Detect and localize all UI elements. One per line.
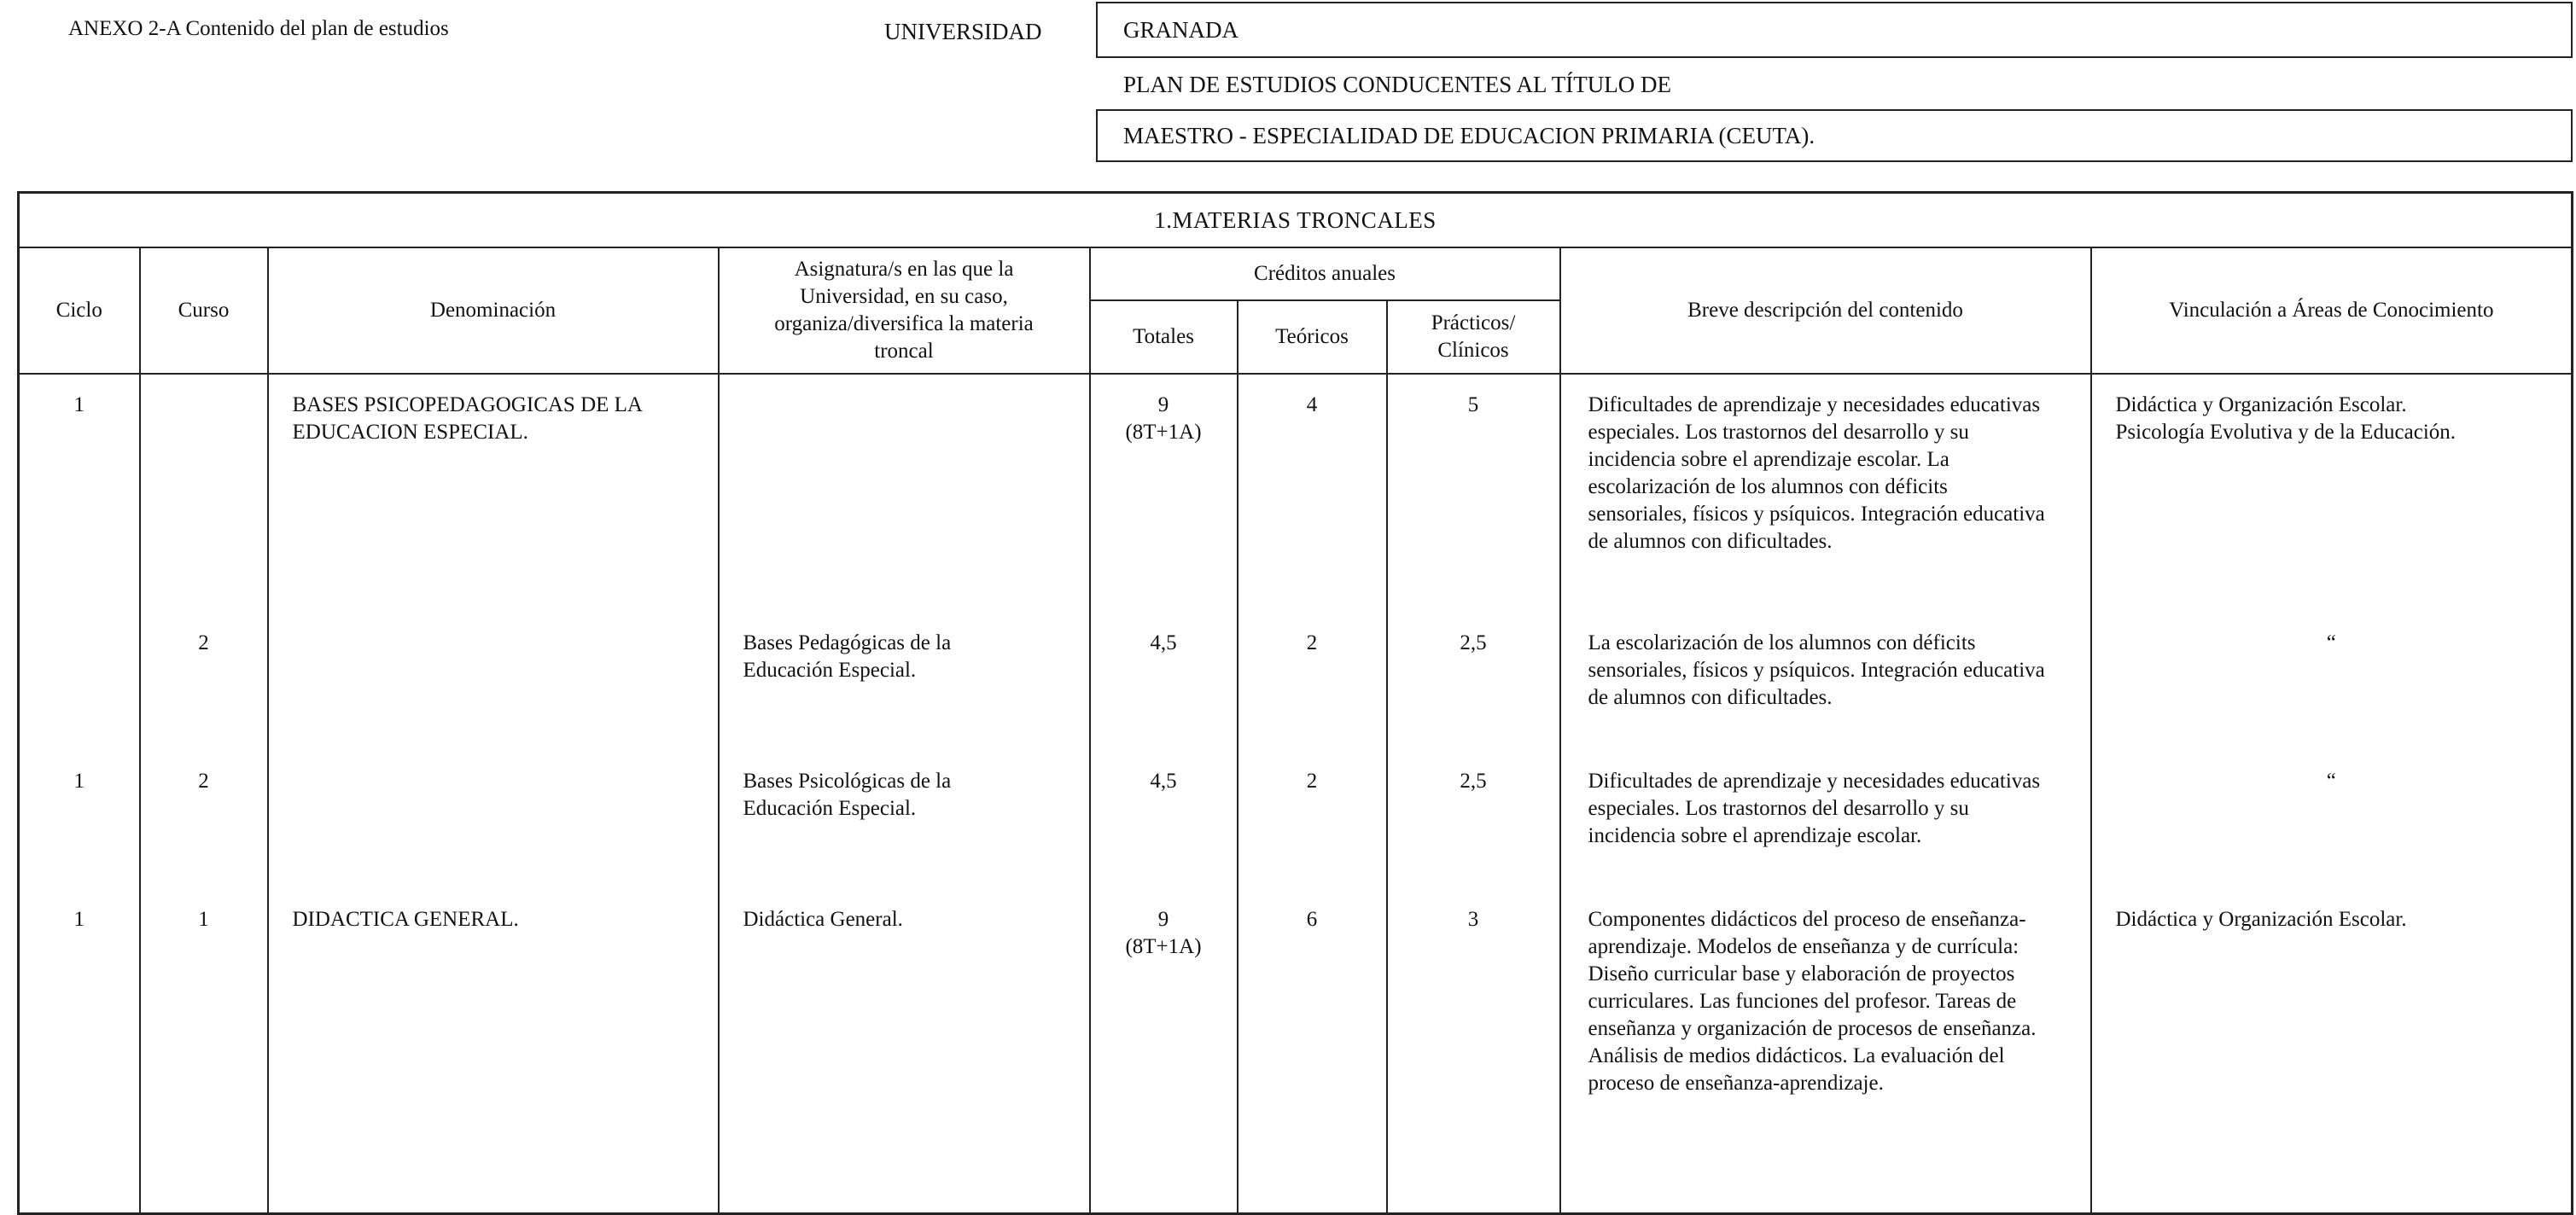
cell-ciclo: 1 [19, 374, 140, 613]
cell-denominacion [268, 751, 719, 889]
cell-descripcion: Dificultades de aprendizaje y necesidades educativas especiales. Los trastornos del desarrollo y su incidencia sobre el aprendizaje escolar. [1560, 751, 2091, 889]
header-row-1 [19, 247, 2573, 300]
plan-label: PLAN DE ESTUDIOS CONDUCENTES AL TÍTULO DE [1123, 72, 1671, 97]
cell-totales [1090, 613, 1238, 751]
cell-ciclo [19, 613, 140, 751]
cell-asignatura [719, 374, 1090, 613]
area-ditto: “ [2326, 631, 2336, 654]
cell-teoricos: 2 [1238, 751, 1387, 889]
cell-areas [2091, 751, 2573, 889]
university-label: UNIVERSIDAD [884, 19, 1042, 44]
degree-field [1096, 109, 2573, 162]
cell-ciclo: 1 [19, 751, 140, 889]
col-teoricos: Teóricos [1238, 300, 1387, 374]
cell-practicos: 2,5 [1387, 613, 1560, 751]
table-row [19, 374, 2573, 613]
cell-areas [2091, 613, 2573, 751]
cell-totales [1090, 374, 1238, 613]
col-creditos: Créditos anuales [1090, 247, 1560, 300]
cell-denominacion: BASES PSICOPEDAGOGICAS DE LA EDUCACION ESPECIAL. [268, 374, 719, 613]
cell-denominacion: DIDACTICA GENERAL. [268, 889, 719, 1213]
totales-sub: (8T+1A) [1125, 421, 1202, 444]
cell-asignatura: Bases Psicológicas de la Educación Especial. [719, 751, 1090, 889]
area-line-1: Didáctica y Organización Escolar. [2115, 393, 2407, 416]
cell-ciclo: 1 [19, 889, 140, 1213]
totales-value: 4,5 [1150, 631, 1177, 654]
col-curso: Curso [140, 247, 268, 374]
troncales-table [17, 191, 2573, 1215]
annex-title: ANEXO 2-A Contenido del plan de estudios [68, 17, 449, 40]
cell-practicos: 2,5 [1387, 751, 1560, 889]
totales-value: 9 [1157, 908, 1169, 931]
col-areas: Vinculación a Áreas de Conocimiento [2091, 247, 2573, 374]
degree-value: MAESTRO - ESPECIALIDAD DE EDUCACION PRIMARIA (CEUTA). [1123, 122, 1815, 148]
table-row [19, 751, 2573, 889]
university-value: GRANADA [1123, 16, 1238, 43]
col-descripcion: Breve descripción del contenido [1560, 247, 2091, 374]
col-totales: Totales [1090, 300, 1238, 374]
cell-asignatura: Bases Pedagógicas de la Educación Especial. [719, 613, 1090, 751]
cell-curso: 2 [140, 613, 268, 751]
cell-curso: 2 [140, 751, 268, 889]
col-practicos: Prácticos/ Clínicos [1387, 300, 1560, 374]
table-row [19, 889, 2573, 1213]
cell-descripcion: Componentes didácticos del proceso de enseñanza-aprendizaje. Modelos de enseñanza y de currícula: Diseño curricular base y elaboración de proyectos curriculares. Las funciones del profesor. Tareas de enseñanza y organización de procesos de enseñanza. Análisis de medios didácticos. La evaluación del proceso de enseñanza-aprendizaje. [1560, 889, 2091, 1213]
cell-asignatura: Didáctica General. [719, 889, 1090, 1213]
cell-areas [2091, 889, 2573, 1213]
col-asignatura: Asignatura/s en las que la Universidad, en su caso, organiza/diversifica la materia troncal [719, 247, 1090, 374]
cell-practicos: 3 [1387, 889, 1560, 1213]
totales-value: 9 [1157, 393, 1169, 416]
cell-teoricos: 2 [1238, 613, 1387, 751]
cell-teoricos: 4 [1238, 374, 1387, 613]
cell-curso [140, 374, 268, 613]
area-ditto: “ [2326, 770, 2336, 793]
cell-teoricos: 6 [1238, 889, 1387, 1213]
totales-value: 4,5 [1150, 770, 1177, 793]
university-field [1096, 2, 2573, 58]
table-row [19, 613, 2573, 751]
col-ciclo: Ciclo [19, 247, 140, 374]
cell-denominacion [268, 613, 719, 751]
cell-areas [2091, 374, 2573, 613]
col-denominacion: Denominación [268, 247, 719, 374]
section-title: 1.MATERIAS TRONCALES [19, 193, 2573, 248]
cell-descripcion: La escolarización de los alumnos con déficits sensoriales, físicos y psíquicos. Integración educativa de alumnos con dificultades. [1560, 613, 2091, 751]
cell-descripcion: Dificultades de aprendizaje y necesidades educativas especiales. Los trastornos del desarrollo y su incidencia sobre el aprendizaje escolar. La escolarización de los alumnos con déficits sensoriales, físicos y psíquicos. Integración educativa de alumnos con dificultades. [1560, 374, 2091, 613]
totales-sub: (8T+1A) [1125, 935, 1202, 958]
cell-practicos: 5 [1387, 374, 1560, 613]
section-title-row [19, 193, 2573, 248]
area-line-1: Didáctica y Organización Escolar. [2115, 908, 2407, 931]
area-line-2: Psicología Evolutiva y de la Educación. [2115, 421, 2457, 444]
cell-curso: 1 [140, 889, 268, 1213]
cell-totales [1090, 889, 1238, 1213]
cell-totales [1090, 751, 1238, 889]
